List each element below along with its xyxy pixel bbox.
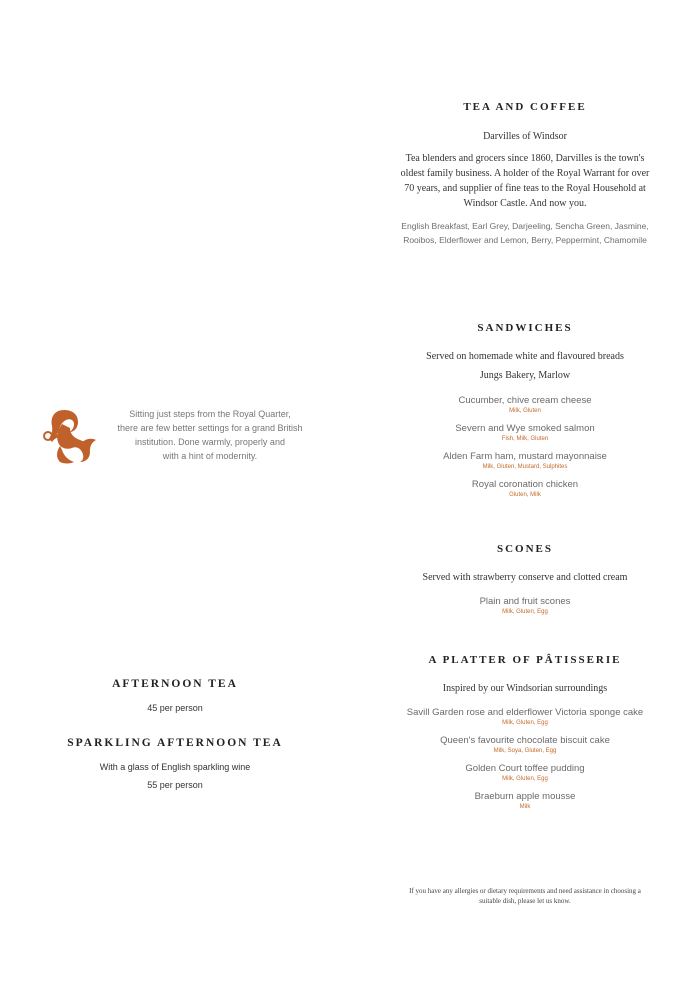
menu-item-name: Braeburn apple mousse [474, 791, 576, 802]
menu-item-name: Severn and Wye smoked salmon [455, 423, 595, 434]
allergy-notice [380, 886, 670, 906]
menu-item-name: Savill Garden rose and elderflower Victoria sponge cake [406, 707, 644, 718]
allergy-notice-line: suitable dish, please let us know. [479, 897, 571, 905]
menu-item [380, 707, 670, 726]
offer-heading: AFTERNOON TEA [112, 678, 238, 690]
menu-item [380, 763, 670, 782]
intro-line: there are few better settings for a grand British [117, 423, 303, 433]
menu-item-allergens: Gluten, Milk [509, 492, 541, 498]
menu-item-name: Cucumber, chive cream cheese [458, 395, 592, 406]
tea-varieties [380, 219, 670, 247]
intro-line: Sitting just steps from the Royal Quarter, [129, 409, 291, 419]
sandwiches-section [380, 322, 670, 498]
patisserie-note: Inspired by our Windsorian surroundings [442, 683, 608, 694]
scones-heading: SCONES [496, 543, 554, 555]
menu-item-allergens: Milk [519, 804, 531, 810]
menu-item-allergens: Fish, Milk, Gluten [501, 436, 549, 442]
sparkling-afternoon-tea-offer [40, 737, 310, 790]
menu-item-allergens: Milk, Gluten, Egg [502, 776, 548, 782]
scones-section [380, 543, 670, 615]
menu-item-name: Plain and fruit scones [479, 596, 571, 607]
patisserie-heading: A PLATTER OF PÂTISSERIE [428, 654, 622, 666]
intro-line: institution. Done warmly, properly and [135, 437, 285, 447]
menu-item-allergens: Milk, Gluten, Egg [502, 609, 548, 615]
sandwiches-note: Served on homemade white and flavoured breads [426, 351, 624, 362]
intro-text [110, 407, 310, 463]
tea-description-line: Tea blenders and grocers since 1860, Darvilles is the town's [405, 153, 645, 164]
menu-item [380, 423, 670, 442]
menu-item [380, 596, 670, 615]
sandwiches-heading: SANDWICHES [477, 322, 573, 334]
afternoon-tea-offer [40, 678, 310, 713]
scones-note: Served with strawberry conserve and clotted cream [422, 572, 628, 583]
menu-item-name: Alden Farm ham, mustard mayonnaise [443, 451, 607, 462]
offer-heading: SPARKLING AFTERNOON TEA [67, 737, 283, 749]
offer-detail: With a glass of English sparkling wine [99, 762, 251, 772]
menu-item [380, 735, 670, 754]
menu-item [380, 451, 670, 470]
menu-item-allergens: Milk, Gluten, Egg [502, 720, 548, 726]
tea-description-line: Windsor Castle. And now you. [463, 198, 587, 209]
tea-description-line: oldest family business. A holder of the Royal Warrant for over [400, 168, 650, 179]
tea-varieties-line: English Breakfast, Earl Grey, Darjeeling, Sencha Green, Jasmine, [401, 221, 649, 231]
menu-item-name: Royal coronation chicken [471, 479, 579, 490]
tea-varieties-line: Rooibos, Elderflower and Lemon, Berry, Peppermint, Chamomile [403, 235, 647, 245]
menu-item-name: Golden Court toffee pudding [465, 763, 585, 774]
tea-description [380, 151, 670, 211]
offer-price: 45 per person [147, 703, 203, 713]
menu-item-name: Queen's favourite chocolate biscuit cake [440, 735, 610, 746]
menu-item-allergens: Milk, Gluten, Mustard, Sulphites [482, 464, 568, 470]
tea-section [380, 101, 670, 247]
patisserie-section [380, 654, 670, 810]
menu-item [380, 791, 670, 810]
tea-description-line: 70 years, and supplier of fine teas to the Royal Household at [404, 183, 646, 194]
menu-item-allergens: Milk, Soya, Gluten, Egg [493, 748, 557, 754]
mermaid-logo-icon [40, 404, 102, 466]
intro-line: with a hint of modernity. [162, 451, 258, 461]
allergy-notice-line: If you have any allergies or dietary requirements and need assistance in choosing a [409, 887, 641, 895]
menu-item [380, 479, 670, 498]
tea-supplier: Darvilles of Windsor [483, 131, 567, 142]
sandwiches-supplier: Jungs Bakery, Marlow [479, 370, 571, 381]
offer-price: 55 per person [147, 780, 203, 790]
menu-item-allergens: Milk, Gluten [509, 408, 541, 414]
menu-item [380, 395, 670, 414]
tea-heading: TEA AND COFFEE [463, 101, 587, 113]
